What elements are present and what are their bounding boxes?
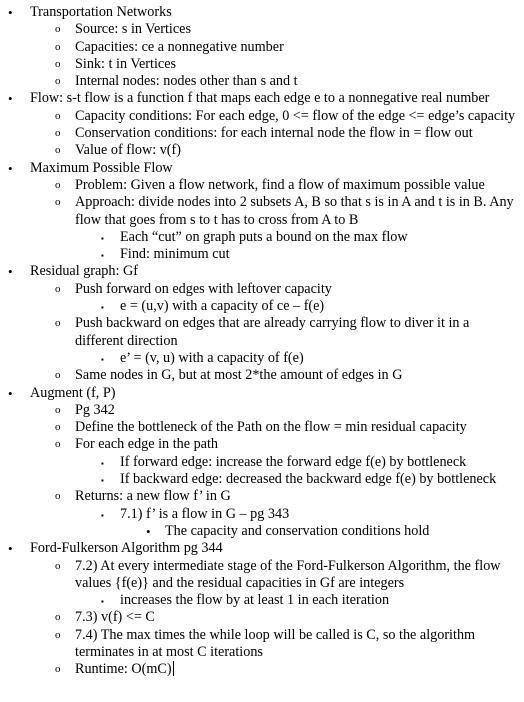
list-item-text: 7.1) f’ is a flow in G – pg 343 [120,505,290,522]
list-item-text: If backward edge: decreased the backward edge f(e) by bottleneck [120,471,497,488]
list-item-text: Internal nodes: nodes other than s and t [75,73,298,90]
list-item [0,488,524,505]
bullet-icon: o [55,282,61,295]
list-item-text: Push forward on edges with leftover capacity [75,280,332,297]
list-item-text: Ford-Fulkerson Algorithm pg 344 [30,540,223,557]
bullet-icon: o [55,109,61,122]
list-item-text: Capacity conditions: For each edge, 0 <= flow of the edge <= edge’s capacity [75,107,516,124]
list-item [0,246,524,263]
bullet-icon: o [55,421,61,434]
list-item-text: Pg 342 [75,401,115,418]
list-item [0,506,524,523]
bullet-icon: o [55,559,61,572]
bullet-icon: o [55,438,61,451]
list-item-text: Value of flow: v(f) [75,142,181,159]
bullet-icon: o [55,196,61,209]
bullet-icon: o [55,369,61,382]
list-item [0,298,524,315]
bullet-icon: o [55,57,61,70]
bullet-icon: ▪ [101,233,104,243]
list-item-text: Conservation conditions: for each internal node the flow in = flow out [75,125,473,142]
list-item [0,263,524,280]
bullet-icon: o [55,317,61,330]
bullet-icon: ▪ [101,458,104,468]
list-item [0,540,524,557]
list-item [0,558,524,593]
list-item-text: 7.2) At every intermediate stage of the Ford-Fulkerson Algorithm, the flow values {f(e)} and the residual capacities in Gf are integers [75,557,501,591]
list-item [0,350,524,367]
bullet-icon: ▪ [101,354,104,364]
list-item [0,402,524,419]
bullet-icon: ▪ [101,251,104,261]
bullet-icon: ▪ [101,510,104,520]
list-item-text: 7.4) The max times the while loop will be called is C, so the algorithm terminates in at most C iterations [75,626,476,660]
bullet-icon: o [55,628,61,641]
list-item [0,627,524,662]
list-item-text: Residual graph: Gf [30,263,138,280]
list-item-text: Transportation Networks [30,4,172,20]
list-item-text: Find: minimum cut [120,246,230,263]
list-item [0,436,524,453]
list-item [0,661,524,678]
list-item [0,177,524,194]
bullet-icon: • [146,523,151,539]
bullet-icon: o [55,403,61,416]
list-item-text: Returns: a new flow f’ in G [75,488,231,505]
list-item [0,21,524,38]
list-item-text: 7.3) v(f) <= C [75,609,155,626]
bullet-icon: ▪ [101,476,104,486]
list-item-text: For each edge in the path [75,436,219,453]
bullet-icon: o [55,144,61,157]
list-item [0,142,524,159]
bullet-icon: • [8,91,13,107]
list-item-text: Maximum Possible Flow [30,159,173,176]
bullet-icon: • [8,160,13,176]
list-item-text: Push backward on edges that are already carrying flow to diver it in a different direction [75,315,470,349]
list-item [0,90,524,107]
list-item [0,419,524,436]
list-item [0,367,524,384]
list-item-text: If forward edge: increase the forward edge f(e) by bottleneck [120,453,467,470]
list-item [0,229,524,246]
list-item [0,471,524,488]
bullet-icon: • [8,264,13,280]
list-item [0,4,524,21]
list-item-text: Source: s in Vertices [75,21,191,38]
list-item [0,73,524,90]
list-item-text: Sink: t in Vertices [75,55,177,72]
list-item [0,160,524,177]
bullet-icon: ▪ [101,597,104,607]
bullet-icon: o [55,127,61,140]
list-item [0,281,524,298]
list-item-text: e’ = (v, u) with a capacity of f(e) [120,349,304,366]
bullet-icon: o [55,178,61,191]
list-item-text: Each “cut” on graph puts a bound on the max flow [120,228,408,245]
list-item [0,592,524,609]
list-item-text: Capacities: ce a nonnegative number [75,38,284,55]
list-item [0,39,524,56]
text-cursor [173,661,174,676]
bullet-icon: • [8,541,13,557]
bullet-icon: • [8,5,13,20]
list-item [0,523,524,540]
bullet-icon: • [8,385,13,401]
list-item-text: Same nodes in G, but at most 2*the amount of edges in G [75,367,403,384]
bullet-icon: o [55,611,61,624]
bullet-icon: o [55,490,61,503]
list-item [0,194,524,229]
bullet-icon: o [55,663,61,676]
list-item [0,609,524,626]
list-item [0,454,524,471]
list-item [0,56,524,73]
bullet-icon: o [55,75,61,88]
list-item [0,108,524,125]
list-item-text: Define the bottleneck of the Path on the flow = min residual capacity [75,419,467,436]
list-item-text: e = (u,v) with a capacity of ce – f(e) [120,298,325,315]
list-item-text: increases the flow by at least 1 in each iteration [120,592,390,609]
list-item-text: Augment (f, P) [30,384,116,401]
list-item-text: Approach: divide nodes into 2 subsets A, B so that s is in A and t is in B. Any flow that goes from s to t has to cross from A to B [75,194,514,228]
list-item [0,315,524,350]
list-item-text: The capacity and conservation conditions hold [165,522,430,539]
list-item-text: Flow: s-t flow is a function f that maps each edge e to a nonnegative real number [30,90,490,107]
list-item [0,125,524,142]
bullet-icon: o [55,40,61,53]
list-item-text: Problem: Given a flow network, find a flow of maximum possible value [75,176,485,193]
bullet-icon: o [55,23,61,36]
list-item [0,385,524,402]
list-item-text: Runtime: O(mC) [75,661,172,678]
bullet-icon: ▪ [101,303,104,313]
